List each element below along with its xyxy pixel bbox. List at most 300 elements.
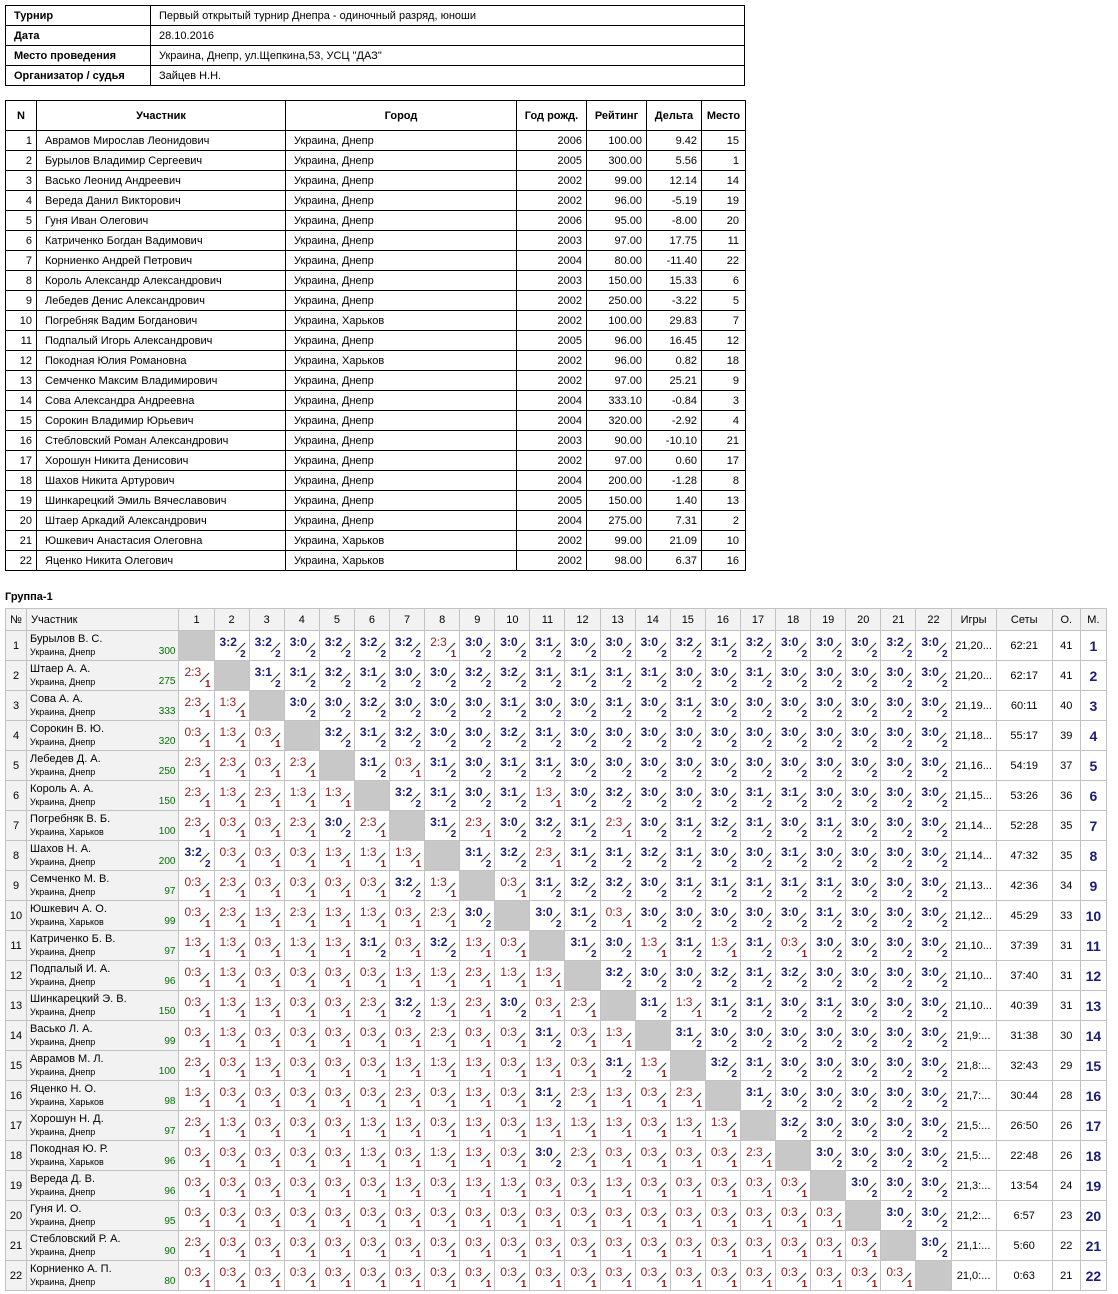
match-points: 2 — [310, 709, 316, 720]
match-score: 3:1 — [675, 845, 694, 859]
match-score-cell — [846, 1171, 881, 1201]
match-score: 3:0 — [851, 1085, 869, 1099]
grid-sets: 5:60 — [996, 1231, 1052, 1261]
match-points: 1 — [450, 1219, 457, 1230]
grid-player-city: Украина, Днепр — [30, 1037, 96, 1047]
match-score-cell — [214, 781, 249, 811]
match-points: 2 — [450, 829, 457, 840]
match-score-cell — [460, 961, 495, 991]
match-score: 3:0 — [570, 725, 588, 739]
participant-delta: -8.00 — [647, 211, 702, 231]
match-score-cell — [565, 1261, 600, 1291]
match-points: 2 — [906, 1189, 913, 1200]
match-score: 1:3 — [500, 1175, 517, 1189]
participant-place: 15 — [702, 131, 746, 151]
grid-place: 8 — [1080, 841, 1106, 871]
match-score-cell — [635, 751, 670, 781]
match-score: 2:3 — [359, 815, 377, 829]
match-points: 2 — [801, 1069, 808, 1080]
grid-player-city: Украина, Днепр — [30, 1217, 96, 1227]
match-score: 1:3 — [465, 1055, 482, 1069]
match-score-cell — [425, 931, 460, 961]
match-score: 0:3 — [289, 1265, 307, 1279]
table-row — [6, 451, 746, 471]
match-score-cell — [600, 1261, 635, 1291]
participant-birth-year: 2002 — [517, 291, 587, 311]
match-score: 0:3 — [359, 1265, 377, 1279]
match-score: 0:3 — [640, 1205, 658, 1219]
match-points: 1 — [485, 1279, 492, 1290]
match-points: 2 — [836, 679, 843, 690]
table-row — [6, 411, 746, 431]
match-points: 2 — [661, 679, 667, 690]
match-points: 1 — [310, 1219, 316, 1230]
match-points: 2 — [801, 979, 808, 990]
grid-games: 21,10... — [951, 991, 996, 1021]
grid-player-city: Украина, Днепр — [30, 737, 96, 747]
match-score: 3:0 — [851, 905, 869, 919]
match-score-cell — [740, 721, 775, 751]
match-points: 2 — [591, 829, 597, 840]
grid-points: 30 — [1052, 1021, 1080, 1051]
match-points: 2 — [906, 709, 913, 720]
match-score: 3:0 — [816, 1025, 834, 1039]
match-score: 3:1 — [500, 785, 518, 799]
match-points: 2 — [836, 1009, 843, 1020]
match-score-cell — [670, 1021, 705, 1051]
match-points: 2 — [731, 649, 737, 660]
match-points: 1 — [591, 1009, 597, 1020]
match-points: 1 — [871, 1249, 878, 1260]
match-points: 2 — [731, 769, 737, 780]
match-score-cell — [249, 661, 284, 691]
match-points: 1 — [310, 769, 316, 780]
match-score-cell — [390, 661, 425, 691]
match-points: 2 — [941, 859, 948, 870]
match-score-cell — [460, 1051, 495, 1081]
match-points: 1 — [204, 1009, 211, 1020]
match-score-cell — [811, 691, 846, 721]
match-points: 2 — [520, 1009, 527, 1020]
match-points: 2 — [941, 949, 948, 960]
match-points: 2 — [696, 679, 702, 690]
match-score: 2:3 — [289, 905, 307, 919]
match-score-cell — [354, 991, 389, 1021]
table-row — [6, 291, 746, 311]
participant-birth-year: 2002 — [517, 191, 587, 211]
match-score: 3:0 — [886, 845, 904, 859]
match-score-cell — [670, 751, 705, 781]
match-score-cell — [565, 751, 600, 781]
participant-name: Васько Леонид Андреевич — [37, 171, 286, 191]
grid-sets: 6:57 — [996, 1201, 1052, 1231]
match-points: 2 — [661, 739, 667, 750]
match-points: 2 — [871, 739, 878, 750]
table-row — [6, 1051, 1107, 1081]
match-score-cell — [179, 1021, 214, 1051]
grid-sets: 42:36 — [996, 871, 1052, 901]
match-points: 1 — [731, 1249, 737, 1260]
match-score: 3:0 — [886, 1085, 904, 1099]
match-score: 3:0 — [851, 665, 869, 679]
match-score: 3:1 — [710, 995, 729, 1009]
grid-header-row — [6, 609, 1107, 631]
participant-number: 6 — [6, 231, 37, 251]
match-score: 2:3 — [465, 815, 482, 829]
match-points: 2 — [415, 799, 422, 810]
grid-games: 21,13... — [951, 871, 996, 901]
participant-place: 8 — [702, 471, 746, 491]
match-score: 3:1 — [535, 725, 553, 739]
match-score-cell — [530, 961, 565, 991]
match-score: 0:3 — [324, 1235, 342, 1249]
match-score-cell — [916, 721, 951, 751]
match-score-cell — [670, 1231, 705, 1261]
match-points: 1 — [275, 889, 281, 900]
match-points: 2 — [696, 769, 702, 780]
match-score: 0:3 — [570, 1025, 588, 1039]
match-points: 2 — [696, 739, 702, 750]
match-score: 0:3 — [640, 1085, 658, 1099]
match-score-cell — [776, 901, 811, 931]
participant-rating: 98.00 — [587, 551, 647, 571]
match-score-cell — [214, 991, 249, 1021]
match-score-cell — [600, 1171, 635, 1201]
grid-sets: 62:17 — [996, 661, 1052, 691]
match-points: 2 — [310, 649, 316, 660]
match-points: 1 — [380, 1039, 387, 1050]
grid-player-rating: 99 — [164, 916, 176, 927]
match-score: 3:1 — [745, 815, 764, 829]
match-score: 0:3 — [254, 725, 272, 739]
match-score-cell — [600, 781, 635, 811]
match-score-cell — [846, 751, 881, 781]
match-score: 0:3 — [430, 1115, 447, 1129]
match-score: 3:0 — [886, 1145, 904, 1159]
match-score: 3:0 — [675, 665, 694, 679]
grid-header-opponent: 4 — [284, 609, 319, 631]
match-points: 2 — [555, 1039, 562, 1050]
match-points: 2 — [555, 829, 562, 840]
match-points: 2 — [555, 1099, 562, 1110]
match-points: 2 — [766, 679, 773, 690]
participant-delta: 6.37 — [647, 551, 702, 571]
match-score-cell — [460, 1021, 495, 1051]
match-score: 3:0 — [851, 1145, 869, 1159]
match-points: 1 — [591, 1219, 597, 1230]
match-score-cell — [390, 1231, 425, 1261]
grid-player-city: Украина, Днепр — [30, 1127, 96, 1137]
participant-number: 3 — [6, 171, 37, 191]
match-points: 2 — [555, 709, 562, 720]
match-score: 3:0 — [640, 905, 659, 919]
match-score-cell — [705, 841, 740, 871]
grid-games: 21,18... — [951, 721, 996, 751]
participant-number: 4 — [6, 191, 37, 211]
match-score: 3:0 — [921, 1145, 939, 1159]
self-match-cell — [565, 961, 600, 991]
match-score: 0:3 — [289, 1205, 307, 1219]
match-points: 2 — [941, 1009, 948, 1020]
match-score-cell — [425, 1201, 460, 1231]
participant-birth-year: 2002 — [517, 311, 587, 331]
match-score: 1:3 — [324, 935, 342, 949]
table-row — [6, 491, 746, 511]
grid-header-opponent: 15 — [670, 609, 705, 631]
match-score: 3:0 — [500, 995, 518, 1009]
match-points: 2 — [520, 739, 527, 750]
match-score-cell — [284, 1081, 319, 1111]
match-points: 1 — [275, 1219, 281, 1230]
info-value: 28.10.2016 — [151, 26, 745, 46]
match-score-cell — [740, 631, 775, 661]
match-score: 3:0 — [640, 755, 659, 769]
match-score: 0:3 — [710, 1235, 728, 1249]
grid-row-number: 4 — [6, 721, 27, 751]
match-score: 3:0 — [886, 815, 904, 829]
grid-place: 6 — [1080, 781, 1106, 811]
match-score: 0:3 — [395, 1205, 412, 1219]
match-score-cell — [214, 1051, 249, 1081]
match-points: 2 — [661, 919, 667, 930]
participant-place: 19 — [702, 191, 746, 211]
table-row — [6, 1081, 1107, 1111]
match-points: 2 — [415, 709, 422, 720]
match-score-cell — [776, 661, 811, 691]
grid-header-num: № — [6, 609, 27, 631]
match-score-cell — [881, 1021, 916, 1051]
match-score-cell — [916, 1141, 951, 1171]
match-score-cell — [249, 781, 284, 811]
match-points: 1 — [626, 919, 632, 930]
match-score-cell — [214, 1111, 249, 1141]
self-match-cell — [635, 1021, 670, 1051]
match-points: 1 — [450, 1249, 457, 1260]
match-score-cell — [179, 751, 214, 781]
participant-name: Сова Александра Андреевна — [37, 391, 286, 411]
match-score: 0:3 — [289, 1175, 307, 1189]
match-points: 2 — [626, 769, 632, 780]
match-score-cell — [284, 631, 319, 661]
grid-header-opponent: 22 — [916, 609, 951, 631]
info-label: Организатор / судья — [6, 66, 151, 86]
match-score: 0:3 — [535, 1205, 553, 1219]
match-points: 1 — [555, 1009, 562, 1020]
grid-player-rating: 97 — [164, 886, 176, 897]
match-points: 1 — [450, 649, 457, 660]
match-points: 1 — [310, 1159, 316, 1170]
match-points: 2 — [696, 889, 702, 900]
match-score: 3:1 — [745, 665, 764, 679]
participant-number: 7 — [6, 251, 37, 271]
match-score-cell — [495, 841, 530, 871]
grid-header-opponent: 14 — [635, 609, 670, 631]
grid-player-cell — [27, 901, 179, 931]
participant-city: Украина, Днепр — [286, 411, 517, 431]
group-results-grid — [5, 608, 1107, 1291]
match-score: 3:2 — [184, 845, 202, 859]
match-score: 0:3 — [359, 965, 377, 979]
match-score-cell — [284, 811, 319, 841]
participant-place: 13 — [702, 491, 746, 511]
grid-row-number: 11 — [6, 931, 27, 961]
participant-delta: -11.40 — [647, 251, 702, 271]
grid-header-opponent: 17 — [740, 609, 775, 631]
match-points: 1 — [626, 1189, 632, 1200]
match-score: 0:3 — [359, 1025, 377, 1039]
match-points: 1 — [310, 1249, 316, 1260]
grid-player-city: Украина, Днепр — [30, 647, 96, 657]
match-score: 3:0 — [921, 845, 939, 859]
match-points: 2 — [801, 739, 808, 750]
grid-games: 21,8:... — [951, 1051, 996, 1081]
header-n: N — [6, 101, 37, 131]
match-score-cell — [776, 1081, 811, 1111]
self-match-cell — [530, 931, 565, 961]
match-score-cell — [495, 1201, 530, 1231]
match-score-cell — [425, 781, 460, 811]
grid-row-number: 2 — [6, 661, 27, 691]
match-score: 3:1 — [465, 845, 483, 859]
match-score-cell — [460, 1201, 495, 1231]
match-score-cell — [846, 1141, 881, 1171]
match-score: 0:3 — [395, 1265, 412, 1279]
match-points: 1 — [555, 859, 562, 870]
match-score: 3:0 — [640, 785, 659, 799]
match-score-cell — [635, 1201, 670, 1231]
match-score-cell — [319, 631, 354, 661]
match-points: 1 — [661, 1249, 667, 1260]
match-score: 3:2 — [605, 965, 623, 979]
match-points: 1 — [661, 1189, 667, 1200]
grid-sets: 32:43 — [996, 1051, 1052, 1081]
match-score-cell — [495, 811, 530, 841]
match-points: 1 — [310, 1099, 316, 1110]
match-score: 3:0 — [921, 725, 939, 739]
match-score-cell — [846, 1021, 881, 1051]
match-score-cell — [846, 1231, 881, 1261]
match-score-cell — [179, 871, 214, 901]
match-score-cell — [670, 1171, 705, 1201]
match-points: 2 — [626, 949, 632, 960]
match-score: 1:3 — [289, 935, 307, 949]
match-score-cell — [565, 931, 600, 961]
grid-player-rating: 275 — [158, 676, 176, 687]
participant-delta: 21.09 — [647, 531, 702, 551]
grid-player-cell — [27, 1261, 179, 1291]
match-score: 0:3 — [359, 1055, 377, 1069]
match-score-cell — [214, 871, 249, 901]
match-points: 2 — [836, 739, 843, 750]
match-points: 1 — [485, 829, 492, 840]
match-score-cell — [249, 1171, 284, 1201]
match-score-cell — [530, 631, 565, 661]
participant-number: 20 — [6, 511, 37, 531]
grid-sets: 45:29 — [996, 901, 1052, 931]
match-score: 3:0 — [745, 725, 764, 739]
match-score-cell — [425, 1261, 460, 1291]
match-score: 0:3 — [781, 1205, 798, 1219]
match-points: 1 — [591, 1189, 597, 1200]
match-score-cell — [846, 901, 881, 931]
match-score: 3:0 — [851, 695, 869, 709]
grid-player-name: Стебловский Р. А. — [30, 1233, 121, 1245]
match-score: 3:0 — [886, 1055, 904, 1069]
grid-points: 34 — [1052, 871, 1080, 901]
match-score-cell — [600, 661, 635, 691]
match-score-cell — [740, 691, 775, 721]
match-score-cell — [214, 751, 249, 781]
participant-delta: 29.83 — [647, 311, 702, 331]
match-points: 2 — [941, 1189, 948, 1200]
grid-row-number: 13 — [6, 991, 27, 1021]
match-points: 2 — [591, 799, 597, 810]
match-points: 1 — [485, 1069, 492, 1080]
match-score-cell — [881, 1171, 916, 1201]
grid-sets: 40:39 — [996, 991, 1052, 1021]
match-score-cell — [916, 841, 951, 871]
table-row — [6, 1171, 1107, 1201]
match-score-cell — [425, 751, 460, 781]
match-score: 1:3 — [430, 875, 447, 889]
grid-place: 1 — [1080, 631, 1106, 661]
grid-points: 28 — [1052, 1081, 1080, 1111]
match-score: 0:3 — [219, 1055, 237, 1069]
match-score: 0:3 — [465, 1235, 482, 1249]
participant-delta: 5.56 — [647, 151, 702, 171]
match-points: 1 — [240, 769, 246, 780]
table-row — [6, 171, 746, 191]
match-score: 0:3 — [254, 875, 272, 889]
match-score: 3:2 — [324, 635, 343, 649]
match-points: 1 — [520, 1189, 527, 1200]
match-points: 1 — [275, 799, 281, 810]
match-score-cell — [179, 1201, 214, 1231]
grid-place: 12 — [1080, 961, 1106, 991]
match-score-cell — [425, 1171, 460, 1201]
match-score: 0:3 — [289, 845, 307, 859]
match-score: 3:0 — [851, 875, 869, 889]
match-points: 2 — [906, 1009, 913, 1020]
match-score: 0:3 — [254, 935, 272, 949]
match-points: 1 — [520, 1129, 527, 1140]
match-score-cell — [776, 1111, 811, 1141]
match-points: 2 — [871, 1129, 878, 1140]
grid-sets: 52:28 — [996, 811, 1052, 841]
match-score-cell — [179, 1051, 214, 1081]
match-points: 2 — [661, 649, 667, 660]
match-score-cell — [460, 901, 495, 931]
match-score: 0:3 — [219, 815, 237, 829]
participant-city: Украина, Днепр — [286, 211, 517, 231]
match-score-cell — [600, 1021, 635, 1051]
match-score: 2:3 — [289, 815, 307, 829]
grid-points: 39 — [1052, 721, 1080, 751]
match-score: 3:2 — [605, 785, 623, 799]
match-score: 3:0 — [781, 815, 799, 829]
match-points: 2 — [415, 889, 422, 900]
match-points: 1 — [310, 979, 316, 990]
match-score-cell — [284, 661, 319, 691]
match-score: 1:3 — [219, 965, 237, 979]
info-label: Место проведения — [6, 46, 151, 66]
grid-player-cell — [27, 1021, 179, 1051]
match-score-cell — [249, 811, 284, 841]
match-score-cell — [811, 871, 846, 901]
match-points: 2 — [836, 709, 843, 720]
grid-player-name: Юшкевич А. О. — [30, 903, 107, 915]
match-score: 0:3 — [254, 1175, 272, 1189]
